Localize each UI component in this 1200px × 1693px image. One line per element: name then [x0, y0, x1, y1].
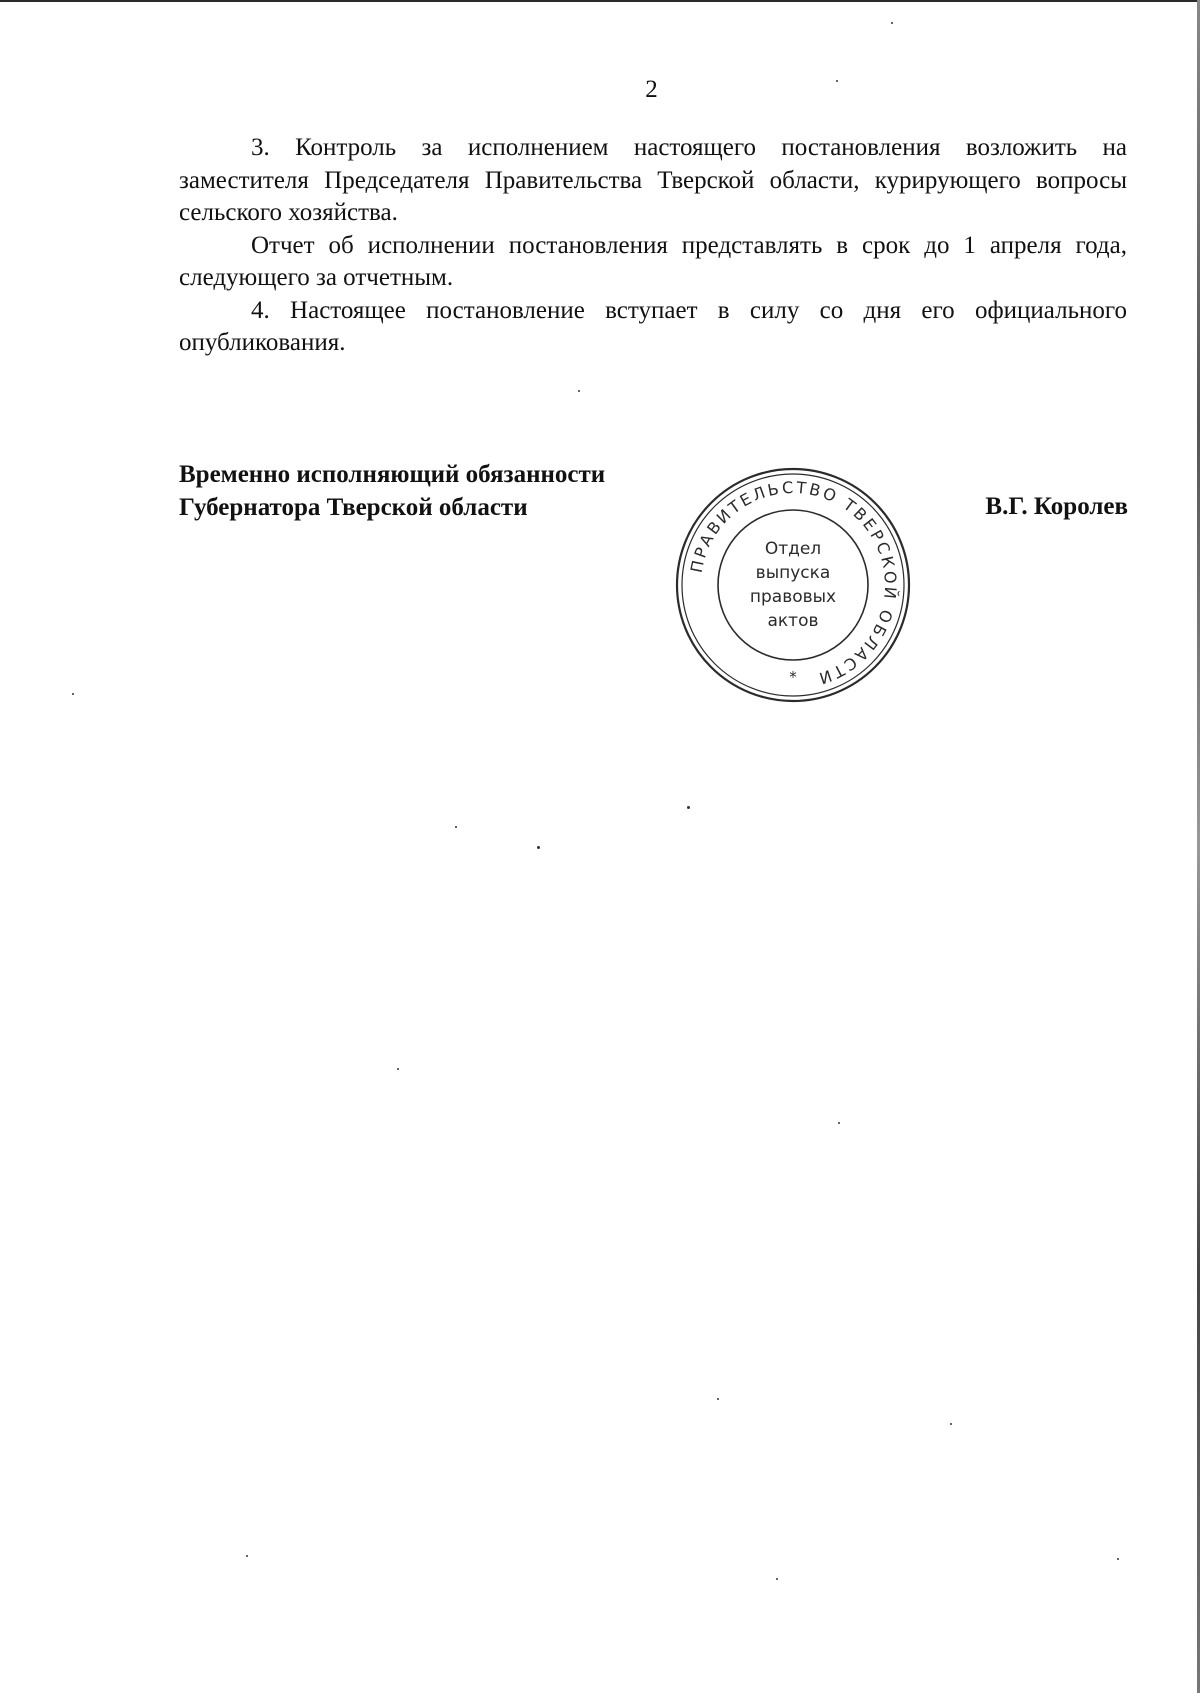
stamp-center-line-4: актов — [767, 611, 819, 631]
stamp-center-line-3: правовых — [749, 587, 837, 607]
page-number: 2 — [645, 76, 658, 103]
scan-speck — [717, 1398, 719, 1400]
scan-speck — [836, 80, 838, 82]
signatory-position — [179, 458, 605, 524]
scan-speck — [838, 1122, 840, 1124]
paragraph-effect: 4. Настоящее постановление вступает в силу со дня его официального опубликования. — [179, 296, 1127, 356]
paragraph-report: Отчет об исполнении постановления представлять в срок до 1 апреля года, следующего за отчетным. — [179, 231, 1127, 291]
scan-speck — [950, 1423, 952, 1425]
scan-speck — [776, 1578, 778, 1580]
scan-speck — [578, 390, 580, 392]
signatory-name: В.Г. Королев — [985, 493, 1128, 520]
scan-speck — [1117, 1558, 1119, 1560]
scan-speck — [397, 1068, 399, 1070]
document-body — [179, 132, 1127, 360]
scan-speck — [687, 806, 690, 809]
scan-speck — [891, 22, 893, 24]
scan-speck — [537, 846, 540, 849]
scan-edge-top — [0, 0, 1200, 2]
stamp-star: * — [789, 668, 797, 686]
stamp-ring-text: ПРАВИТЕЛЬСТВО ТВЕРСКОЙ ОБЛАСТИ — [686, 477, 901, 689]
official-stamp-icon — [675, 467, 911, 703]
scan-speck — [455, 826, 457, 828]
scan-speck — [72, 693, 74, 695]
signatory-position-line-1: Временно исполняющий обязанности — [179, 461, 606, 488]
stamp-center-line-2: выпуска — [755, 563, 831, 583]
stamp-center-line-1: Отдел — [764, 539, 822, 559]
signatory-position-line-2: Губернатора Тверской области — [179, 494, 528, 521]
scan-speck — [246, 1555, 248, 1557]
paragraph-control: 3. Контроль за исполнением настоящего постановления возложить на заместителя Председателя Правительства Тверской области, курирующего вопросы сельского хозяйства. — [179, 134, 1127, 226]
